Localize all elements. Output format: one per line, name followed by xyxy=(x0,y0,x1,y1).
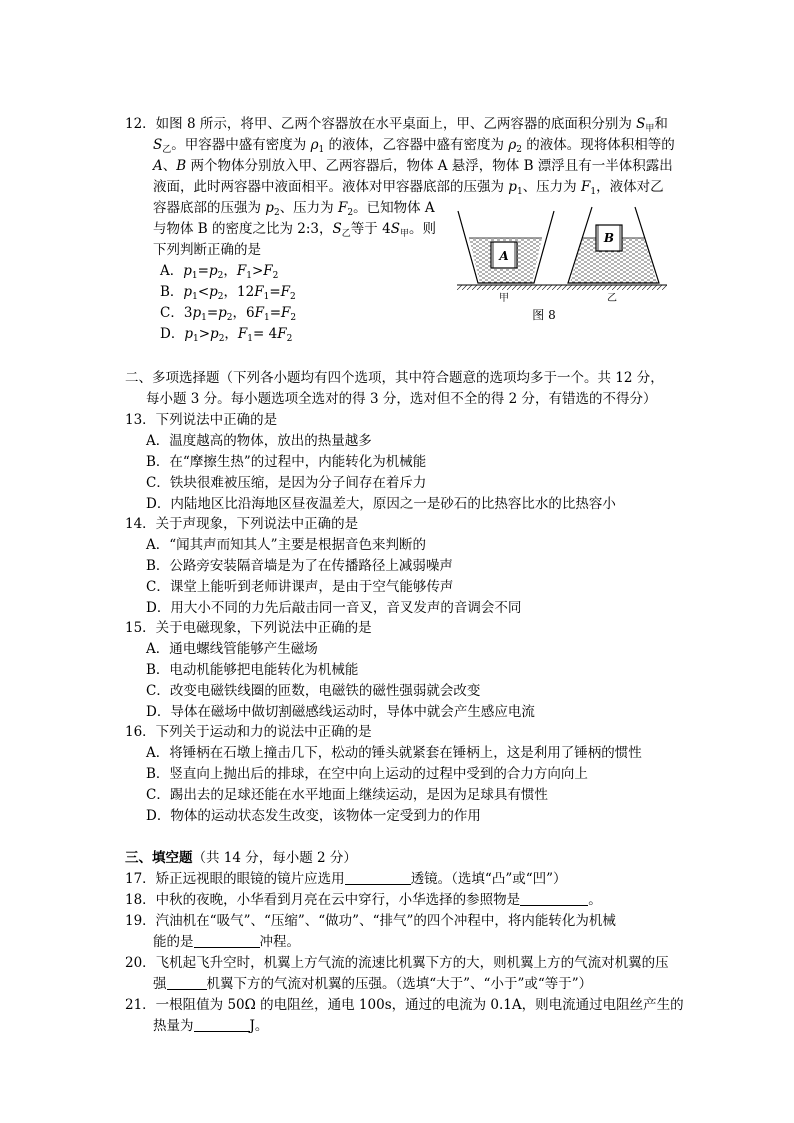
q20-line1: 20．飞机起飞升空时，机翼上方气流的流速比机翼下方的大，则机翼上方的气流对机翼的压 xyxy=(125,955,669,971)
q14-option-c: C．课堂上能听到老师讲课声，是由于空气能够传声 xyxy=(146,579,454,595)
q13-option-c: C．铁块很难被压缩，是因为分子间存在着斥力 xyxy=(146,475,427,491)
q16-option-c: C．踢出去的足球还能在水平地面上继续运动，是因为足球具有惯性 xyxy=(146,787,548,803)
q13-option-b: B．在“摩擦生热”的过程中，内能转化为机械能 xyxy=(146,454,427,470)
ground-hatch xyxy=(457,285,667,290)
q21-line1: 21．一根阻值为 50Ω 的电阻丝，通电 100s，通过的电流为 0.1A，则电流通过电阻丝产生的 xyxy=(125,997,684,1013)
label-jia: 甲 xyxy=(499,293,509,304)
q19-answer-blank[interactable] xyxy=(194,933,260,948)
q18: 18．中秋的夜晚，小华看到月亮在云中穿行，小华选择的参照物是 。 xyxy=(125,892,602,908)
q13-option-d: D．内陆地区比沿海地区昼夜温差大，原因之一是砂石的比热容比水的比热容小 xyxy=(146,496,616,512)
q19-line1: 19．汽油机在“吸气”、“压缩”、“做功”、“排气”的四个冲程中，将内能转化为机械 xyxy=(125,913,616,929)
figure-8 xyxy=(452,205,672,325)
q19-line2: 能的是 冲程。 xyxy=(153,934,300,950)
q16-option-a: A．将锤柄在石墩上撞击几下，松动的锤头就紧套在锤柄上，这是利用了锤柄的惯性 xyxy=(146,745,642,761)
q12-line6: 与物体 B 的密度之比为 2:3，$S_乙$等于 $4S_甲$。则 xyxy=(153,221,436,239)
object-b-label: B xyxy=(603,231,615,245)
label-yi: 乙 xyxy=(607,293,617,304)
q14-option-a: A．“闻其声而知其人”主要是根据音色来判断的 xyxy=(146,537,427,553)
figure-caption: 图 8 xyxy=(532,308,556,322)
q20-line2: 强 机翼下方的气流对机翼的压强。（选填“大于”、“小于”或“等于”） xyxy=(153,976,593,992)
q17-answer-blank[interactable] xyxy=(345,870,411,885)
q15-option-a: A．通电螺线管能够产生磁场 xyxy=(146,641,318,657)
q15-stem: 15．关于电磁现象，下列说法中正确的是 xyxy=(125,620,372,636)
q21-line2: 热量为 J。 xyxy=(153,1018,269,1034)
q15-option-c: C．改变电磁铁线圈的匝数，电磁铁的磁性强弱就会改变 xyxy=(146,683,481,699)
q14-option-d: D．用大小不同的力先后敲击同一音叉，音叉发声的音调会不同 xyxy=(146,600,522,616)
q16-option-d: D．物体的运动状态发生改变，该物体一定受到力的作用 xyxy=(146,808,481,824)
q14-stem: 14．关于声现象，下列说法中正确的是 xyxy=(125,516,359,532)
q12-line5: 容器底部的压强为 $p_2$、压力为 $F_2$。已知物体 A xyxy=(153,200,435,218)
q18-answer-blank[interactable] xyxy=(520,891,588,906)
q12-line7: 下列判断正确的是 xyxy=(153,242,261,258)
q20-answer-blank[interactable] xyxy=(167,975,207,990)
q12-line4: 液面，此时两容器中液面相平。液体对甲容器底部的压强为 $p_1$、压力为 $F_1$，液体对乙 xyxy=(153,179,664,197)
q12-option-c: C．$3p_1=p_2$，$6F_1=F_2$ xyxy=(160,305,297,323)
q17: 17．矫正远视眼的眼镜的镜片应选用 透镜。（选填“凸”或“凹”） xyxy=(125,871,567,887)
section3-title: 三、填空题（共 14 分，每小题 2 分） xyxy=(125,850,357,866)
q12-option-d: D．$p_1>p_2$，$F_1= 4F_2$ xyxy=(160,326,293,344)
q15-option-b: B．电动机能够把电能转化为机械能 xyxy=(146,662,359,678)
q21-answer-blank[interactable] xyxy=(194,1017,250,1032)
q16-option-b: B．竖直向上抛出后的排球，在空中向上运动的过程中受到的合力方向向上 xyxy=(146,766,588,782)
q12-line2: $S_乙$。甲容器中盛有密度为 $\rho_1$ 的液体，乙容器中盛有密度为 $\rho_2$ 的液体。现将体积相等的 xyxy=(153,137,675,155)
object-a-label: A xyxy=(499,249,509,263)
q13-option-a: A．温度越高的物体，放出的热量越多 xyxy=(146,433,372,449)
section2-title-line1: 二、多项选择题（下列各小题均有四个选项，其中符合题意的选项均多于一个。共 12 分， xyxy=(125,370,664,386)
q15-option-d: D．导体在磁场中做切割磁感线运动时，导体中就会产生感应电流 xyxy=(146,704,535,720)
q13-stem: 13．下列说法中正确的是 xyxy=(125,412,278,428)
q12-option-b: B．$p_1<p_2$，$12F_1=F_2$ xyxy=(160,284,296,302)
section2-title-line2: 每小题 3 分。每小题选项全选对的得 3 分，选对但不全的得 2 分，有错选的不得分） xyxy=(146,391,657,407)
q12-option-a: A．$p_1=p_2$，$F_1>F_2$ xyxy=(160,263,279,281)
q14-option-b: B．公路旁安装隔音墙是为了在传播路径上减弱噪声 xyxy=(146,558,453,574)
q16-stem: 16．下列关于运动和力的说法中正确的是 xyxy=(125,724,372,740)
q12-line3: A、B 两个物体分别放入甲、乙两容器后，物体 A 悬浮，物体 B 漂浮且有一半体积露出 xyxy=(153,158,673,174)
q12-line1: 12．如图 8 所示，将甲、乙两个容器放在水平桌面上，甲、乙两容器的底面积分别为 $S_甲$和 xyxy=(125,116,668,134)
